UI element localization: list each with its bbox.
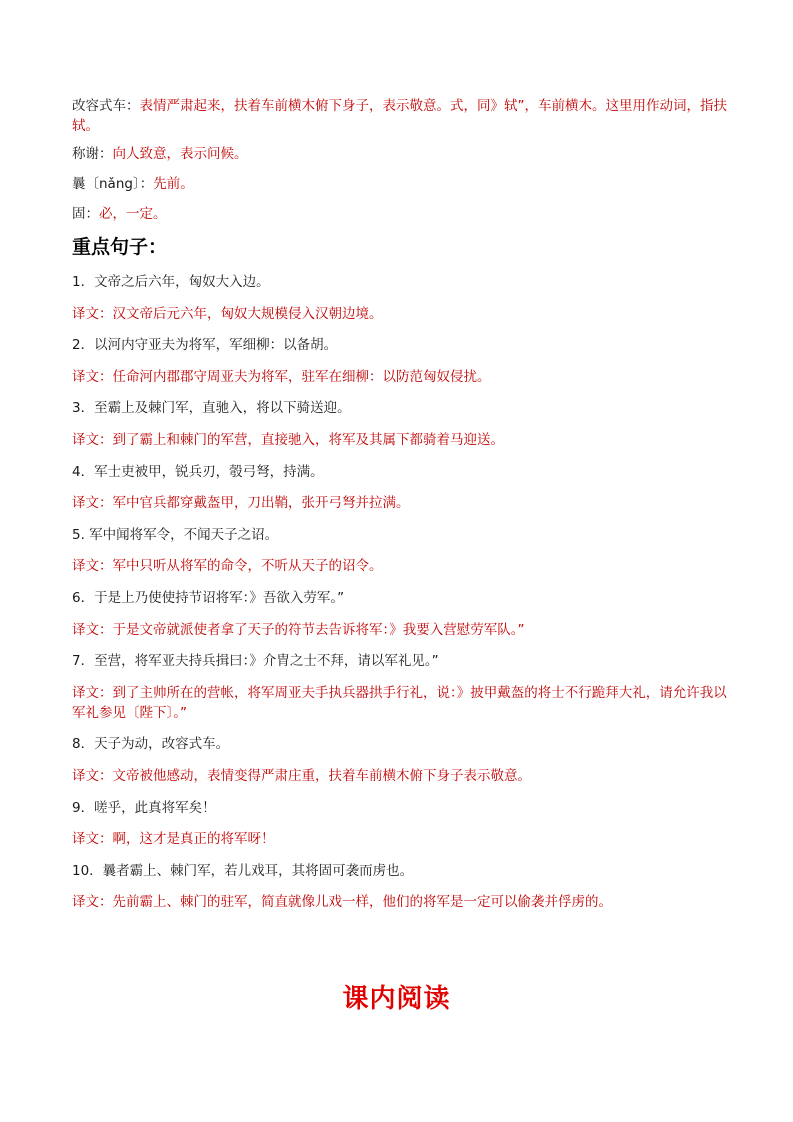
sentence-translation <box>72 892 732 912</box>
footer-title: 课内阅读 <box>342 984 451 1014</box>
translation-text: 文帝被他感动，表情变得严肃庄重，扶着车前横木俯下身子表示敬意。 <box>112 767 531 784</box>
sentence-original: 2．以河内守亚夫为将军，军细柳：以备胡。 <box>72 337 338 354</box>
sentence-translation <box>72 620 732 640</box>
sentence-translation <box>72 430 732 450</box>
translation-label: 译文： <box>72 368 113 385</box>
gloss-def: 向人致意，表示问候。 <box>112 146 248 162</box>
gloss-item <box>72 96 732 136</box>
translation-label: 译文： <box>72 831 113 848</box>
translation-text: 啊，这才是真正的将军呀！ <box>112 831 275 848</box>
gloss-term: 曩〔nǎng〕： <box>72 176 154 192</box>
sentence-translation <box>72 766 732 786</box>
gloss-term: 称谢： <box>72 146 113 162</box>
gloss-item <box>72 174 732 194</box>
sentence-translation <box>72 556 732 576</box>
gloss-item <box>72 204 732 224</box>
sentence-original: 3．至霸上及棘门军，直驰入，将以下骑送迎。 <box>72 400 351 417</box>
translation-label: 译文： <box>72 558 113 575</box>
gloss-term: 改容式车： <box>72 98 140 114</box>
sentence-translation <box>72 829 732 849</box>
sentence-original: 8．天子为动，改容式车。 <box>72 736 230 753</box>
translation-label: 译文： <box>72 684 113 701</box>
gloss-item <box>72 144 732 164</box>
key-sentences <box>72 272 732 912</box>
sentence-original: 7．至营，将军亚夫持兵揖曰：》介胄之士不拜，请以军礼见。” <box>72 653 439 670</box>
translation-text: 于是文帝就派使者拿了天子的符节去告诉将军：》我要入营慰劳军队。” <box>112 621 525 638</box>
gloss-def: 先前。 <box>153 176 194 192</box>
sentence-original: 1．文帝之后六年，匈奴大入边。 <box>72 274 270 290</box>
sentence-translation <box>72 493 732 513</box>
document-body <box>72 96 732 924</box>
translation-text: 先前霸上、棘门的驻军，简直就像儿戏一样，他们的将军是一定可以偷袭并俘虏的。 <box>112 894 612 911</box>
translation-text: 到了霸上和棘门的军营，直接驰入，将军及其属下都骑着马迎送。 <box>112 431 504 448</box>
translation-label: 译文： <box>72 431 113 448</box>
sentence-translation <box>72 367 732 387</box>
gloss-def: 表情严肃起来，扶着车前横木俯下身子，表示敬意。式，同》轼”，车前横木。这里用作动词，指扶轼。 <box>72 98 727 134</box>
translation-text: 到了主帅所在的营帐，将军周亚夫手执兵器拱手行礼，说：》披甲戴盔的将士不行跪拜大礼，请允许我以军礼参见〔陛下〕。” <box>72 684 727 721</box>
section-title: 重点句子： <box>72 236 168 258</box>
sentence-original: 6．于是上乃使使持节诏将军：》吾欲入劳军。” <box>72 589 345 606</box>
glossary <box>72 96 732 224</box>
translation-label: 译文： <box>72 305 113 322</box>
sentence-original: 5. 军中闻将军令，不闻天子之诏。 <box>72 526 279 543</box>
sentence-translation <box>72 683 732 723</box>
translation-label: 译文： <box>72 495 113 512</box>
translation-label: 译文： <box>72 767 113 784</box>
gloss-def: 必，一定。 <box>99 206 167 222</box>
translation-text: 军中只听从将军的命令，不听从天子的诏令。 <box>112 558 383 575</box>
sentence-original: 10．曩者霸上、棘门军，若儿戏耳，其将固可袭而虏也。 <box>72 862 414 879</box>
translation-text: 汉文帝后元六年，匈奴大规模侵入汉朝边境。 <box>112 305 383 322</box>
sentence-translation <box>72 304 732 324</box>
sentence-original: 4．军士吏被甲，锐兵刃，彀弓弩，持满。 <box>72 463 324 480</box>
translation-label: 译文： <box>72 621 113 638</box>
gloss-term: 固： <box>72 206 99 222</box>
translation-text: 任命河内郡郡守周亚夫为将军，驻军在细柳：以防范匈奴侵扰。 <box>112 368 491 385</box>
translation-text: 军中官兵都穿戴盔甲，刀出鞘，张开弓弩并拉满。 <box>112 495 410 512</box>
sentence-original: 9．嗟乎，此真将军矣！ <box>72 799 216 816</box>
translation-label: 译文： <box>72 894 113 911</box>
